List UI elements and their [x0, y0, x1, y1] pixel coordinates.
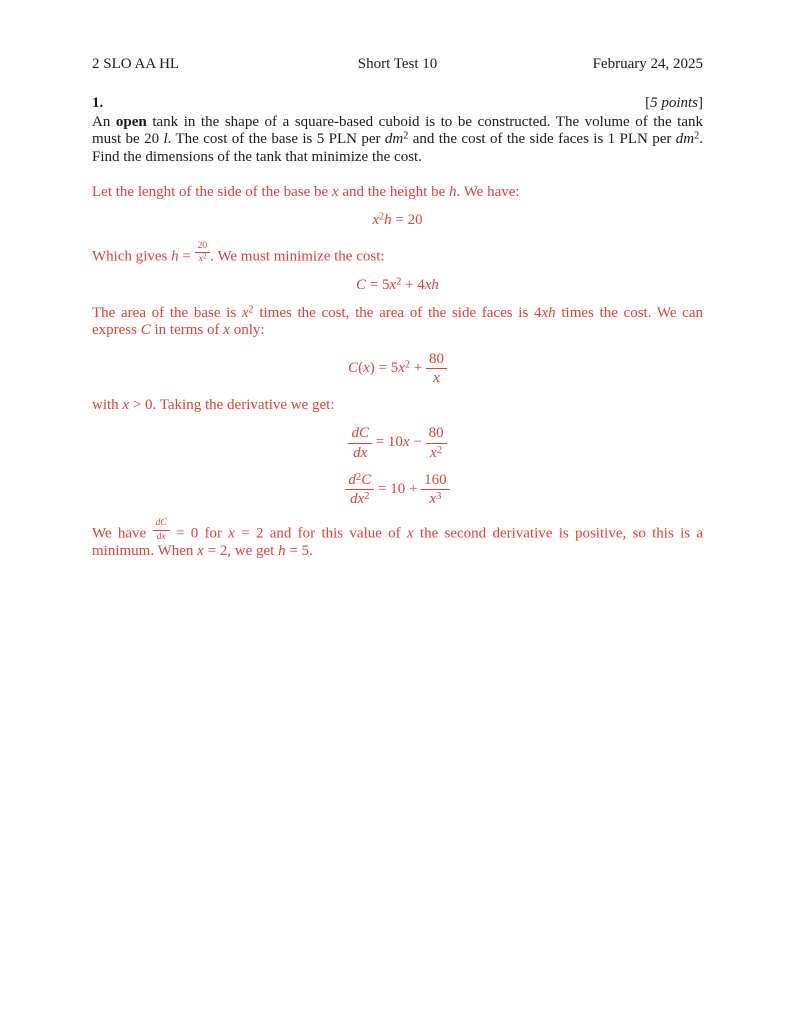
- text-run: −: [409, 434, 426, 451]
- math-italic-text: h: [171, 248, 179, 265]
- text-run: only:: [229, 322, 265, 339]
- solution-area-line: [92, 305, 703, 340]
- math-italic-text: x: [430, 444, 437, 461]
- math-italic-text: x: [228, 525, 235, 542]
- header-class-label: 2 SLO AA HL: [92, 56, 180, 72]
- text-run: tank in the shape of a square-based cuboid is to be constructed. The volume of the tank must be 20: [92, 113, 703, 148]
- fraction-numerator: [153, 518, 170, 530]
- math-italic-text: x: [122, 397, 130, 414]
- text-run: = 10 +: [374, 480, 422, 497]
- superscript: 2: [404, 359, 410, 371]
- superscript: 3: [436, 490, 442, 503]
- text-run: = 10: [371, 434, 403, 451]
- text-run: and the height be: [338, 183, 449, 200]
- header-date: February 24, 2025: [592, 56, 703, 72]
- fraction-numerator: [195, 241, 211, 253]
- fraction-denominator: [421, 490, 450, 507]
- fraction-denominator: [426, 444, 447, 461]
- text-run: = 0 for: [169, 525, 229, 542]
- equation-first-derivative: [92, 425, 703, 460]
- math-italic-text: dC: [351, 425, 369, 442]
- fraction-denominator: [345, 490, 374, 507]
- text-run: . Find the dimensions of the tank that minimize the cost.: [92, 131, 703, 165]
- fraction: [153, 518, 170, 542]
- math-italic-text: C: [356, 276, 367, 293]
- text-run: (: [358, 359, 364, 376]
- text-run: . We must minimize the cost:: [210, 248, 385, 265]
- math-italic-text: x: [372, 212, 380, 229]
- text-run: Which gives: [92, 248, 172, 265]
- text-run: . The cost of the base is 5 PLN per: [167, 131, 385, 148]
- text-run: 20: [197, 239, 208, 251]
- equation-second-derivative: [92, 472, 703, 507]
- text-run: We have: [92, 525, 153, 542]
- fraction-numerator: [345, 472, 374, 490]
- math-italic-text: dC: [155, 517, 167, 529]
- math-italic-text: dx: [156, 530, 166, 542]
- math-italic-text: x: [406, 525, 414, 542]
- text-run: = 2 and for this value of: [234, 525, 407, 542]
- page-header: [92, 56, 703, 73]
- math-italic-text: h: [278, 543, 286, 560]
- superscript: 2: [364, 490, 370, 503]
- text-run: with: [92, 397, 123, 414]
- fraction-numerator: [421, 472, 450, 490]
- fraction: [345, 472, 374, 507]
- text-run: times the cost. We can express: [92, 304, 703, 339]
- math-italic-text: xh: [541, 304, 556, 321]
- text-run: times the cost, the area of the side faces is 4: [253, 304, 542, 321]
- fraction-numerator: [348, 425, 372, 443]
- text-run: =: [178, 248, 195, 265]
- superscript: 2: [248, 304, 254, 316]
- math-italic-text: x: [433, 369, 440, 386]
- superscript: 2: [403, 130, 409, 142]
- math-italic-text: dm: [384, 131, 404, 148]
- text-run: ) = 5: [369, 359, 399, 376]
- superscript: 2: [694, 130, 700, 142]
- equation-cost: [92, 277, 703, 294]
- solution-conclusion-line: [92, 518, 703, 560]
- text-run: = 2, we get: [203, 543, 279, 560]
- math-italic-text: C: [361, 471, 372, 488]
- text-run: +: [409, 359, 426, 376]
- text-run: > 0. Taking the derivative we get:: [129, 397, 335, 414]
- text-run: 160: [424, 471, 447, 488]
- text-run: An: [92, 113, 116, 130]
- text-run: The area of the base is: [92, 304, 242, 321]
- math-italic-text: h: [384, 212, 392, 229]
- text-run: ]: [698, 95, 703, 112]
- fraction-denominator: [426, 369, 447, 386]
- math-italic-text: x: [197, 543, 204, 560]
- math-italic-text: x: [198, 253, 203, 265]
- fraction: [426, 351, 447, 386]
- superscript: 2: [396, 275, 402, 287]
- problem-number: 1.: [92, 95, 104, 112]
- superscript: 2: [355, 471, 362, 484]
- math-italic-text: h: [448, 183, 457, 200]
- text-run: 80: [428, 425, 444, 442]
- superscript: 2: [436, 443, 443, 456]
- text-run: the second derivative is positive, so this is a minimum. When: [92, 525, 704, 560]
- math-italic-text: l: [163, 131, 168, 148]
- math-italic-text: dm: [675, 131, 695, 148]
- text-run: in terms of: [150, 322, 224, 339]
- math-italic-text: C: [140, 322, 151, 339]
- superscript: 2: [202, 253, 207, 261]
- fraction-denominator: [153, 531, 170, 542]
- math-italic-text: dx: [353, 444, 368, 461]
- text-run: Let the lenght of the side of the base be: [92, 183, 332, 200]
- text-run: = 5: [366, 276, 390, 293]
- fraction: [421, 472, 450, 507]
- bold-text: open: [115, 113, 147, 130]
- text-run: = 20: [391, 212, 423, 229]
- math-italic-text: 5 points: [650, 95, 698, 112]
- math-italic-text: x: [241, 304, 249, 321]
- solution-setup-line: [92, 184, 703, 201]
- math-italic-text: x: [363, 359, 370, 376]
- equation-volume: [92, 212, 703, 229]
- header-title: Short Test 10: [357, 56, 438, 72]
- text-run: 80: [428, 350, 444, 367]
- fraction-numerator: [426, 425, 447, 443]
- math-italic-text: x: [223, 322, 230, 339]
- superscript: 2: [379, 211, 385, 223]
- math-italic-text: x: [429, 491, 437, 508]
- fraction-numerator: [426, 351, 447, 369]
- equation-cost-function: [92, 351, 703, 386]
- math-italic-text: x: [331, 183, 339, 200]
- text-run: [: [645, 95, 651, 112]
- solution-domain-line: [92, 397, 703, 414]
- math-italic-text: x: [398, 359, 405, 376]
- text-run: . We have:: [456, 183, 520, 200]
- fraction-denominator: [195, 253, 211, 264]
- math-italic-text: dx: [350, 491, 365, 508]
- text-run: and the cost of the side faces is 1 PLN per: [408, 131, 676, 148]
- problem-heading: [92, 95, 703, 112]
- math-italic-text: C: [348, 359, 359, 376]
- math-italic-text: x: [389, 276, 397, 293]
- fraction: [426, 425, 447, 460]
- text-run: = 5.: [285, 543, 313, 560]
- fraction-denominator: [348, 444, 372, 461]
- math-italic-text: x: [402, 434, 410, 451]
- fraction: [348, 425, 372, 460]
- solution-block: [92, 184, 703, 560]
- problem-points-badge: [645, 95, 703, 112]
- math-italic-text: xh: [424, 276, 439, 293]
- solution-which-gives-line: [92, 241, 703, 266]
- fraction: [195, 241, 211, 265]
- math-italic-text: d: [348, 471, 356, 488]
- text-run: + 4: [401, 276, 425, 293]
- problem-statement: [92, 114, 703, 166]
